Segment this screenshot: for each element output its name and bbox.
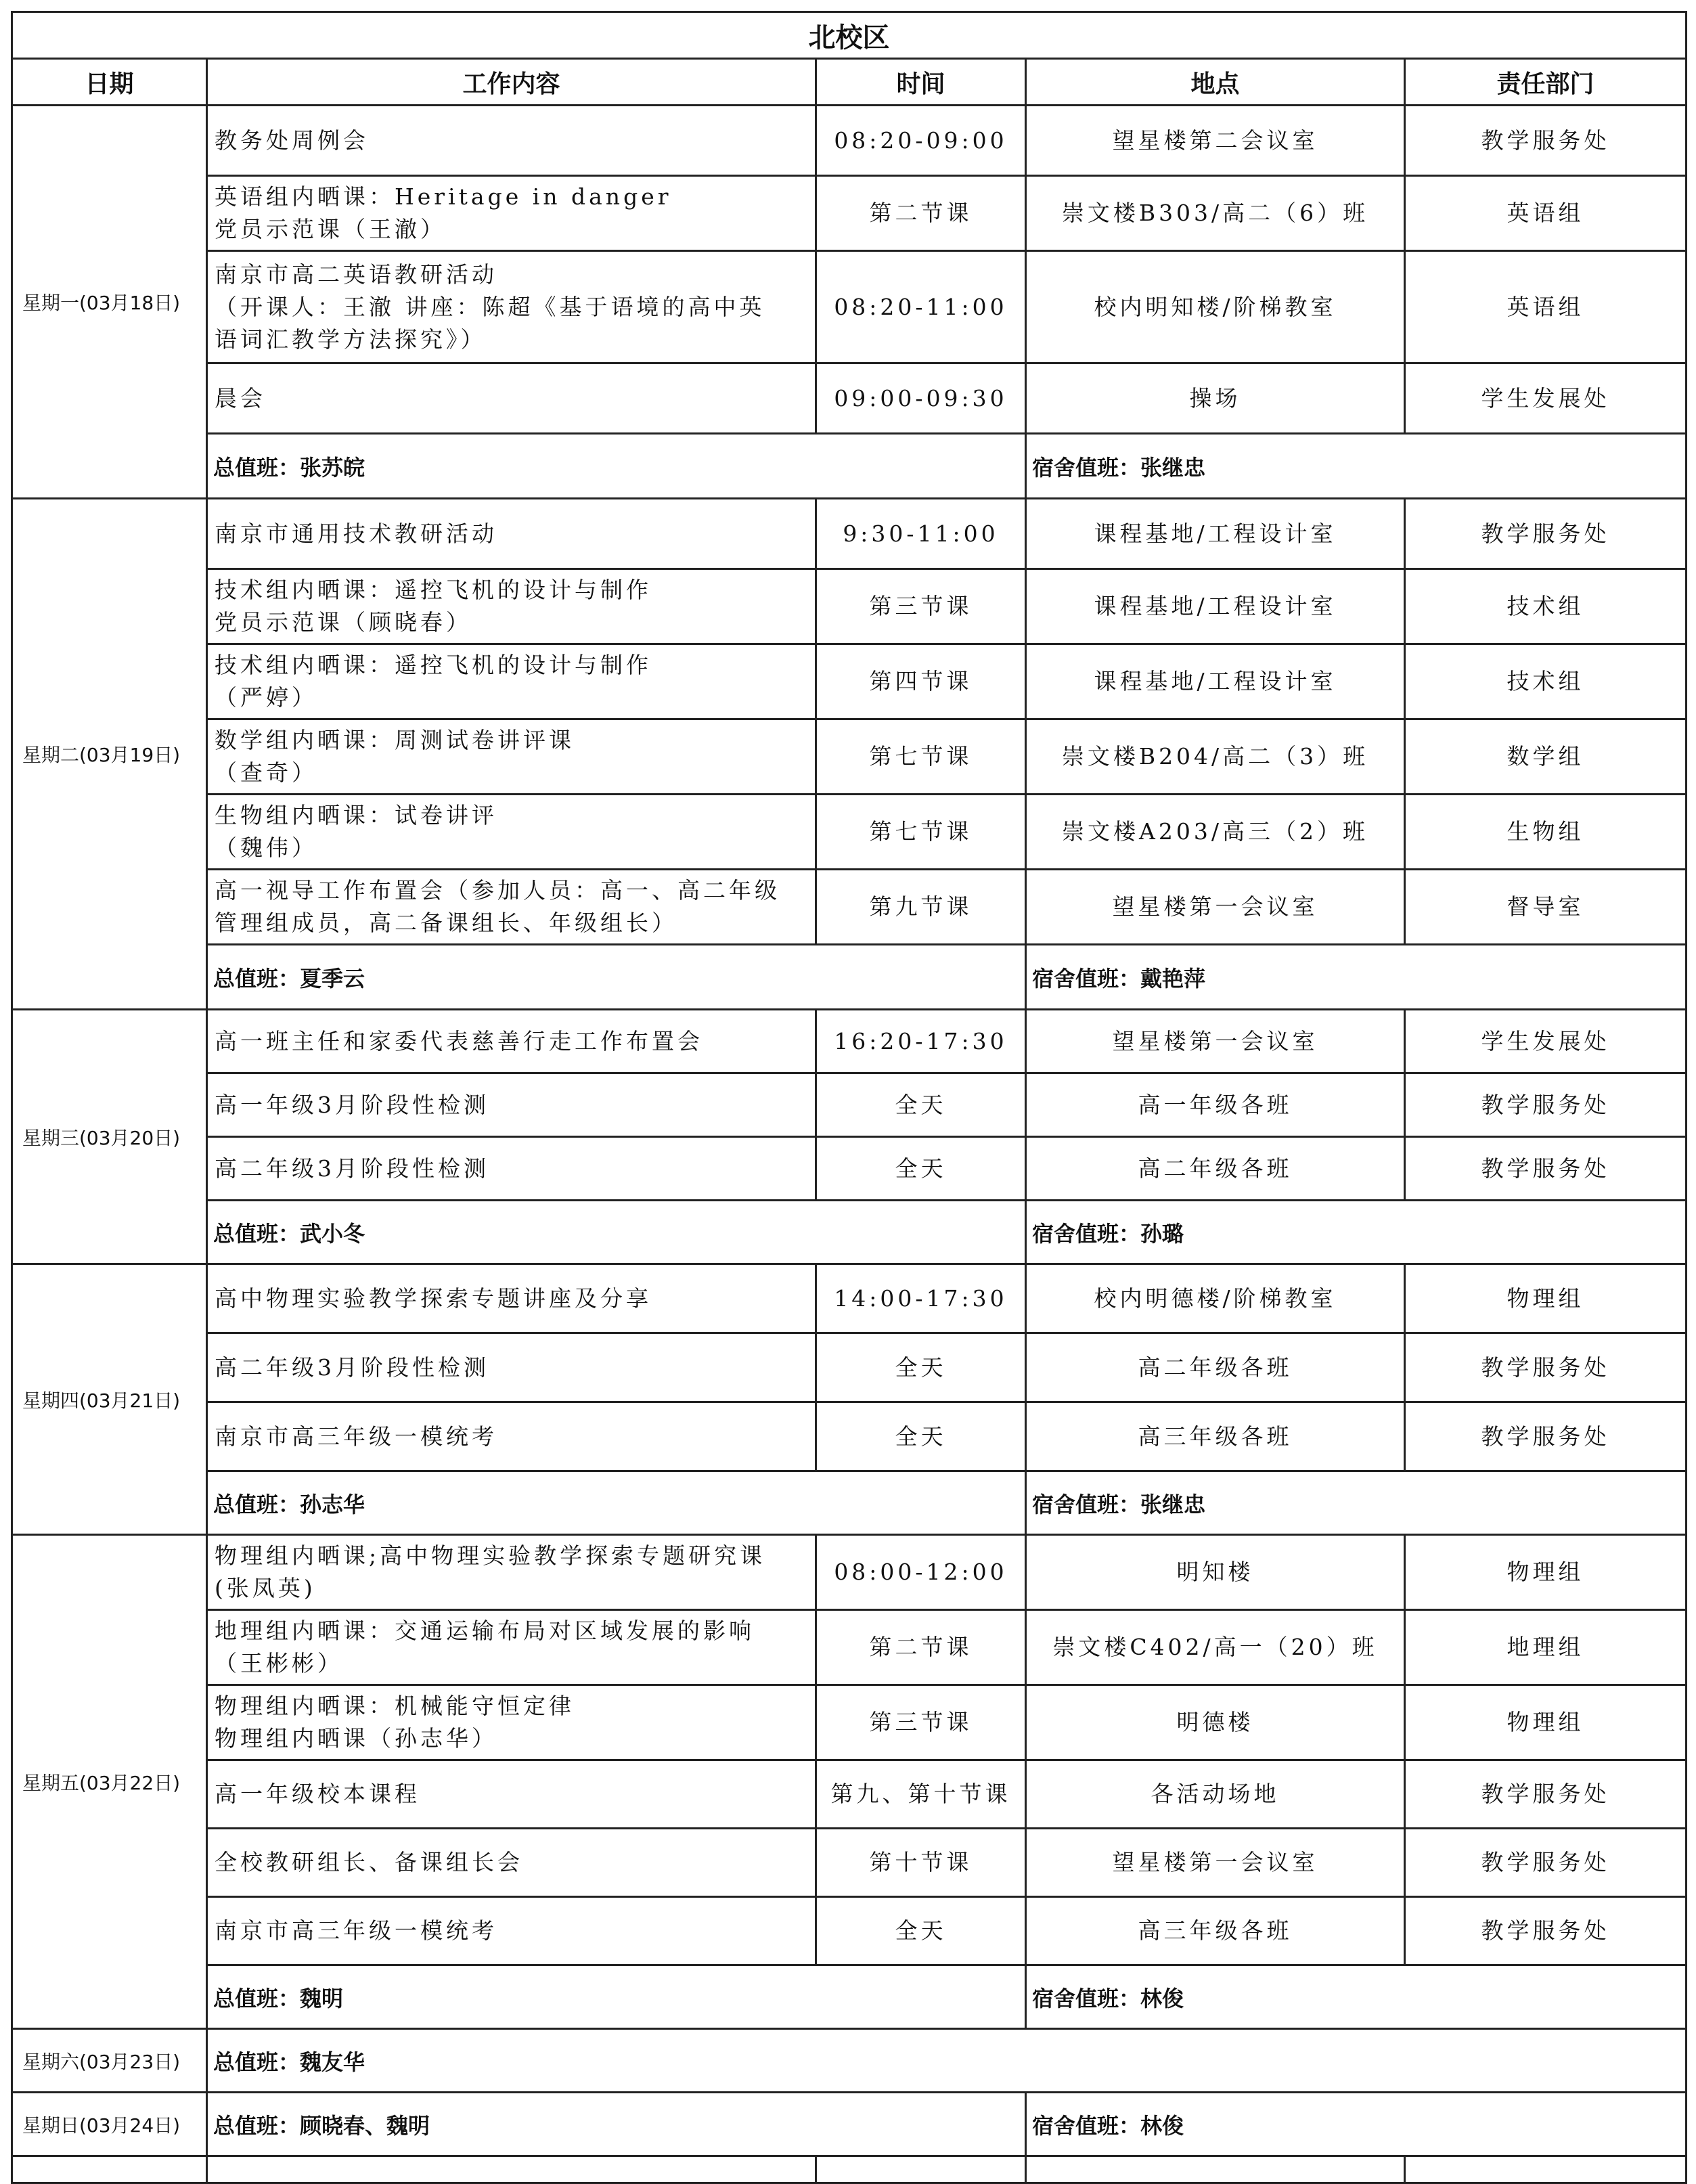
time-cell: 第九节课 (816, 870, 1026, 945)
place-cell: 望星楼第一会议室 (1026, 870, 1405, 945)
dorm-duty-label: 宿舍值班： (1032, 1985, 1141, 2011)
content-line: 技术组内晒课：遥控飞机的设计与制作 (215, 577, 652, 603)
dorm-duty (1026, 434, 1687, 499)
campus-title: 北校区 (12, 12, 1687, 59)
work-content (207, 1010, 816, 1073)
dorm-duty (1026, 2093, 1687, 2156)
place-cell: 校内明德楼/阶梯教室 (1026, 1264, 1405, 1333)
place-cell: 明知楼 (1026, 1535, 1405, 1610)
dept-cell: 英语组 (1405, 251, 1687, 363)
place-cell: 崇文楼C402/高一（20）班 (1026, 1610, 1405, 1685)
work-content (207, 176, 816, 251)
day-date: 星期六(03月23日) (12, 2029, 207, 2093)
content-line: 数学组内晒课：周测试卷讲评课 (215, 727, 575, 753)
content-line: 高一年级3月阶段性检测 (215, 1091, 489, 1118)
general-duty-value: 顾晓春、魏明 (300, 2112, 430, 2139)
table-row (12, 499, 1687, 569)
work-content (207, 1685, 816, 1760)
place-cell: 高二年级各班 (1026, 1137, 1405, 1201)
time-cell: 第九、第十节课 (816, 1760, 1026, 1829)
table-row (12, 1685, 1687, 1760)
dept-cell: 学生发展处 (1405, 1010, 1687, 1073)
dept-cell: 督导室 (1405, 870, 1687, 945)
blank-cell (1026, 2156, 1405, 2183)
dorm-duty-label: 宿舍值班： (1032, 1220, 1141, 1247)
content-line: （查奇） (215, 759, 317, 786)
blank-cell (816, 2156, 1026, 2183)
sunday-row (12, 2093, 1687, 2156)
duty-row (12, 434, 1687, 499)
content-line: 物理组内晒课;高中物理实验教学探索专题研究课 (215, 1542, 766, 1569)
blank-cell (1405, 2156, 1687, 2183)
dorm-duty-value: 林俊 (1140, 2112, 1184, 2139)
content-line: （严婷） (215, 684, 317, 711)
work-content (207, 106, 816, 176)
content-line: 语词汇教学方法探究》） (215, 326, 487, 353)
dept-cell: 生物组 (1405, 795, 1687, 870)
time-cell: 第二节课 (816, 1610, 1026, 1685)
general-duty-label: 总值班： (213, 1220, 300, 1247)
time-cell: 第七节课 (816, 719, 1026, 795)
time-cell: 第二节课 (816, 176, 1026, 251)
place-cell: 课程基地/工程设计室 (1026, 644, 1405, 719)
work-content (207, 363, 816, 434)
content-line: 管理组成员，高二备课组长、年级组长） (215, 910, 677, 936)
work-content (207, 1610, 816, 1685)
table-row (12, 1333, 1687, 1402)
place-cell: 校内明知楼/阶梯教室 (1026, 251, 1405, 363)
duty-row (12, 1471, 1687, 1535)
general-duty (207, 1965, 1026, 2029)
dept-cell: 物理组 (1405, 1685, 1687, 1760)
general-duty-value: 孙志华 (300, 1491, 365, 1517)
content-line: 英语组内晒课：Heritage in danger (215, 183, 672, 210)
dept-cell: 教学服务处 (1405, 1760, 1687, 1829)
time-cell: 16:20-17:30 (816, 1010, 1026, 1073)
content-line: 高二年级3月阶段性检测 (215, 1354, 489, 1381)
table-row (12, 251, 1687, 363)
header-time: 时间 (816, 59, 1026, 106)
dorm-duty-label: 宿舍值班： (1032, 454, 1141, 481)
content-line: 教务处周例会 (215, 127, 369, 154)
dept-cell: 教学服务处 (1405, 1897, 1687, 1965)
header-dept: 责任部门 (1405, 59, 1687, 106)
general-duty (207, 1201, 1026, 1264)
table-row (12, 1897, 1687, 1965)
dept-cell: 教学服务处 (1405, 1333, 1687, 1402)
content-line: （王彬彬） (215, 1650, 343, 1676)
table-row (12, 1010, 1687, 1073)
dorm-duty-value: 林俊 (1140, 1985, 1184, 2011)
content-line: 高一视导工作布置会（参加人员：高一、高二年级 (215, 877, 780, 904)
work-content (207, 1402, 816, 1471)
place-cell: 望星楼第二会议室 (1026, 106, 1405, 176)
work-content (207, 1137, 816, 1201)
time-cell: 第三节课 (816, 569, 1026, 644)
dept-cell: 教学服务处 (1405, 1137, 1687, 1201)
place-cell: 各活动场地 (1026, 1760, 1405, 1829)
time-cell: 全天 (816, 1073, 1026, 1137)
content-line: (张凤英) (215, 1575, 316, 1601)
place-cell: 高二年级各班 (1026, 1333, 1405, 1402)
place-cell: 课程基地/工程设计室 (1026, 569, 1405, 644)
table-row (12, 1073, 1687, 1137)
dept-cell: 教学服务处 (1405, 1073, 1687, 1137)
time-cell: 08:20-09:00 (816, 106, 1026, 176)
dorm-duty-value: 张继忠 (1140, 1491, 1206, 1517)
table-row (12, 1137, 1687, 1201)
work-content (207, 644, 816, 719)
work-content (207, 499, 816, 569)
dept-cell: 物理组 (1405, 1535, 1687, 1610)
content-line: 全校教研组长、备课组长会 (215, 1849, 523, 1875)
table-row (12, 1610, 1687, 1685)
place-cell: 崇文楼B204/高二（3）班 (1026, 719, 1405, 795)
work-content (207, 1535, 816, 1610)
day-date: 星期一(03月18日) (12, 106, 207, 499)
dept-cell: 地理组 (1405, 1610, 1687, 1685)
header-content: 工作内容 (207, 59, 816, 106)
table-row (12, 1760, 1687, 1829)
saturday-row (12, 2029, 1687, 2093)
time-cell: 08:00-12:00 (816, 1535, 1026, 1610)
dorm-duty-value: 张继忠 (1140, 454, 1206, 481)
dorm-duty (1026, 945, 1687, 1010)
general-duty-label: 总值班： (213, 2112, 300, 2139)
time-cell: 全天 (816, 1897, 1026, 1965)
table-row (12, 719, 1687, 795)
content-line: 生物组内晒课：试卷讲评 (215, 802, 497, 828)
content-line: 党员示范课（王澈） (215, 216, 446, 242)
dorm-duty-value: 戴艳萍 (1140, 965, 1206, 991)
content-line: （开课人：王澈 讲座：陈超《基于语境的高中英 (215, 293, 765, 320)
content-line: 晨会 (215, 384, 266, 411)
time-cell: 08:20-11:00 (816, 251, 1026, 363)
table-row (12, 1829, 1687, 1897)
table-row (12, 795, 1687, 870)
day-date: 星期五(03月22日) (12, 1535, 207, 2029)
content-line: 党员示范课（顾晓春） (215, 609, 472, 636)
content-line: 高一班主任和家委代表慈善行走工作布置会 (215, 1027, 703, 1054)
general-duty-value: 武小冬 (300, 1220, 365, 1247)
work-content (207, 870, 816, 945)
table-row (12, 363, 1687, 434)
general-duty (207, 2093, 1026, 2156)
general-duty (207, 2029, 1687, 2093)
content-line: 南京市通用技术教研活动 (215, 520, 497, 547)
content-line: 地理组内晒课：交通运输布局对区域发展的影响 (215, 1618, 755, 1644)
place-cell: 操场 (1026, 363, 1405, 434)
day-date: 星期日(03月24日) (12, 2093, 207, 2156)
place-cell: 望星楼第一会议室 (1026, 1010, 1405, 1073)
time-cell: 全天 (816, 1137, 1026, 1201)
duty-row (12, 1201, 1687, 1264)
table-row (12, 1264, 1687, 1333)
general-duty (207, 945, 1026, 1010)
content-line: 高二年级3月阶段性检测 (215, 1155, 489, 1182)
dorm-duty-value: 孙璐 (1140, 1220, 1184, 1247)
place-cell: 高三年级各班 (1026, 1402, 1405, 1471)
general-duty (207, 1471, 1026, 1535)
work-content (207, 251, 816, 363)
work-content (207, 1264, 816, 1333)
dept-cell: 教学服务处 (1405, 1402, 1687, 1471)
general-duty-label: 总值班： (213, 965, 300, 991)
table-row (12, 569, 1687, 644)
place-cell: 望星楼第一会议室 (1026, 1829, 1405, 1897)
general-duty-label: 总值班： (213, 1491, 300, 1517)
blank-cell (207, 2156, 816, 2183)
content-line: 高中物理实验教学探索专题讲座及分享 (215, 1285, 652, 1312)
time-cell: 全天 (816, 1402, 1026, 1471)
content-line: 南京市高三年级一模统考 (215, 1917, 497, 1944)
dorm-duty-label: 宿舍值班： (1032, 2112, 1141, 2139)
place-cell: 崇文楼B303/高二（6）班 (1026, 176, 1405, 251)
time-cell: 09:00-09:30 (816, 363, 1026, 434)
time-cell: 第七节课 (816, 795, 1026, 870)
header-row (12, 59, 1687, 106)
general-duty-label: 总值班： (213, 2049, 300, 2075)
general-duty-value: 夏季云 (300, 965, 365, 991)
blank-cell (12, 2156, 207, 2183)
work-content (207, 1333, 816, 1402)
day-date: 星期二(03月19日) (12, 499, 207, 1010)
place-cell: 课程基地/工程设计室 (1026, 499, 1405, 569)
content-line: 技术组内晒课：遥控飞机的设计与制作 (215, 652, 652, 678)
dept-cell: 技术组 (1405, 569, 1687, 644)
content-line: 高一年级校本课程 (215, 1781, 420, 1807)
content-line: 物理组内晒课（孙志华） (215, 1725, 497, 1752)
content-line: （魏伟） (215, 834, 317, 861)
dept-cell: 英语组 (1405, 176, 1687, 251)
content-line: 南京市高二英语教研活动 (215, 261, 497, 288)
schedule-table (11, 11, 1687, 2184)
time-cell: 9:30-11:00 (816, 499, 1026, 569)
duty-row (12, 945, 1687, 1010)
dorm-duty-label: 宿舍值班： (1032, 1491, 1141, 1517)
time-cell: 第三节课 (816, 1685, 1026, 1760)
content-line: 物理组内晒课：机械能守恒定律 (215, 1693, 575, 1719)
day-date: 星期四(03月21日) (12, 1264, 207, 1535)
place-cell: 高一年级各班 (1026, 1073, 1405, 1137)
general-duty-value: 魏友华 (300, 2049, 365, 2075)
dorm-duty (1026, 1965, 1687, 2029)
dept-cell: 教学服务处 (1405, 499, 1687, 569)
time-cell: 第四节课 (816, 644, 1026, 719)
place-cell: 明德楼 (1026, 1685, 1405, 1760)
work-content (207, 1829, 816, 1897)
work-content (207, 719, 816, 795)
time-cell: 全天 (816, 1333, 1026, 1402)
time-cell: 14:00-17:30 (816, 1264, 1026, 1333)
general-duty-value: 魏明 (300, 1985, 344, 2011)
work-content (207, 1897, 816, 1965)
general-duty (207, 434, 1026, 499)
general-duty-value: 张苏皖 (300, 454, 365, 481)
dept-cell: 技术组 (1405, 644, 1687, 719)
dept-cell: 教学服务处 (1405, 1829, 1687, 1897)
table-row (12, 1402, 1687, 1471)
time-cell: 第十节课 (816, 1829, 1026, 1897)
blank-row (12, 2156, 1687, 2183)
header-place: 地点 (1026, 59, 1405, 106)
duty-row (12, 1965, 1687, 2029)
table-row (12, 106, 1687, 176)
dept-cell: 教学服务处 (1405, 106, 1687, 176)
table-row (12, 1535, 1687, 1610)
day-date: 星期三(03月20日) (12, 1010, 207, 1264)
dorm-duty (1026, 1201, 1687, 1264)
general-duty-label: 总值班： (213, 1985, 300, 2011)
place-cell: 崇文楼A203/高三（2）班 (1026, 795, 1405, 870)
work-content (207, 1073, 816, 1137)
table-row (12, 176, 1687, 251)
dept-cell: 学生发展处 (1405, 363, 1687, 434)
dept-cell: 数学组 (1405, 719, 1687, 795)
table-row (12, 644, 1687, 719)
header-date: 日期 (12, 59, 207, 106)
work-content (207, 795, 816, 870)
work-content (207, 1760, 816, 1829)
table-row (12, 870, 1687, 945)
dorm-duty (1026, 1471, 1687, 1535)
general-duty-label: 总值班： (213, 454, 300, 481)
dorm-duty-label: 宿舍值班： (1032, 965, 1141, 991)
work-content (207, 569, 816, 644)
place-cell: 高三年级各班 (1026, 1897, 1405, 1965)
dept-cell: 物理组 (1405, 1264, 1687, 1333)
content-line: 南京市高三年级一模统考 (215, 1423, 497, 1450)
